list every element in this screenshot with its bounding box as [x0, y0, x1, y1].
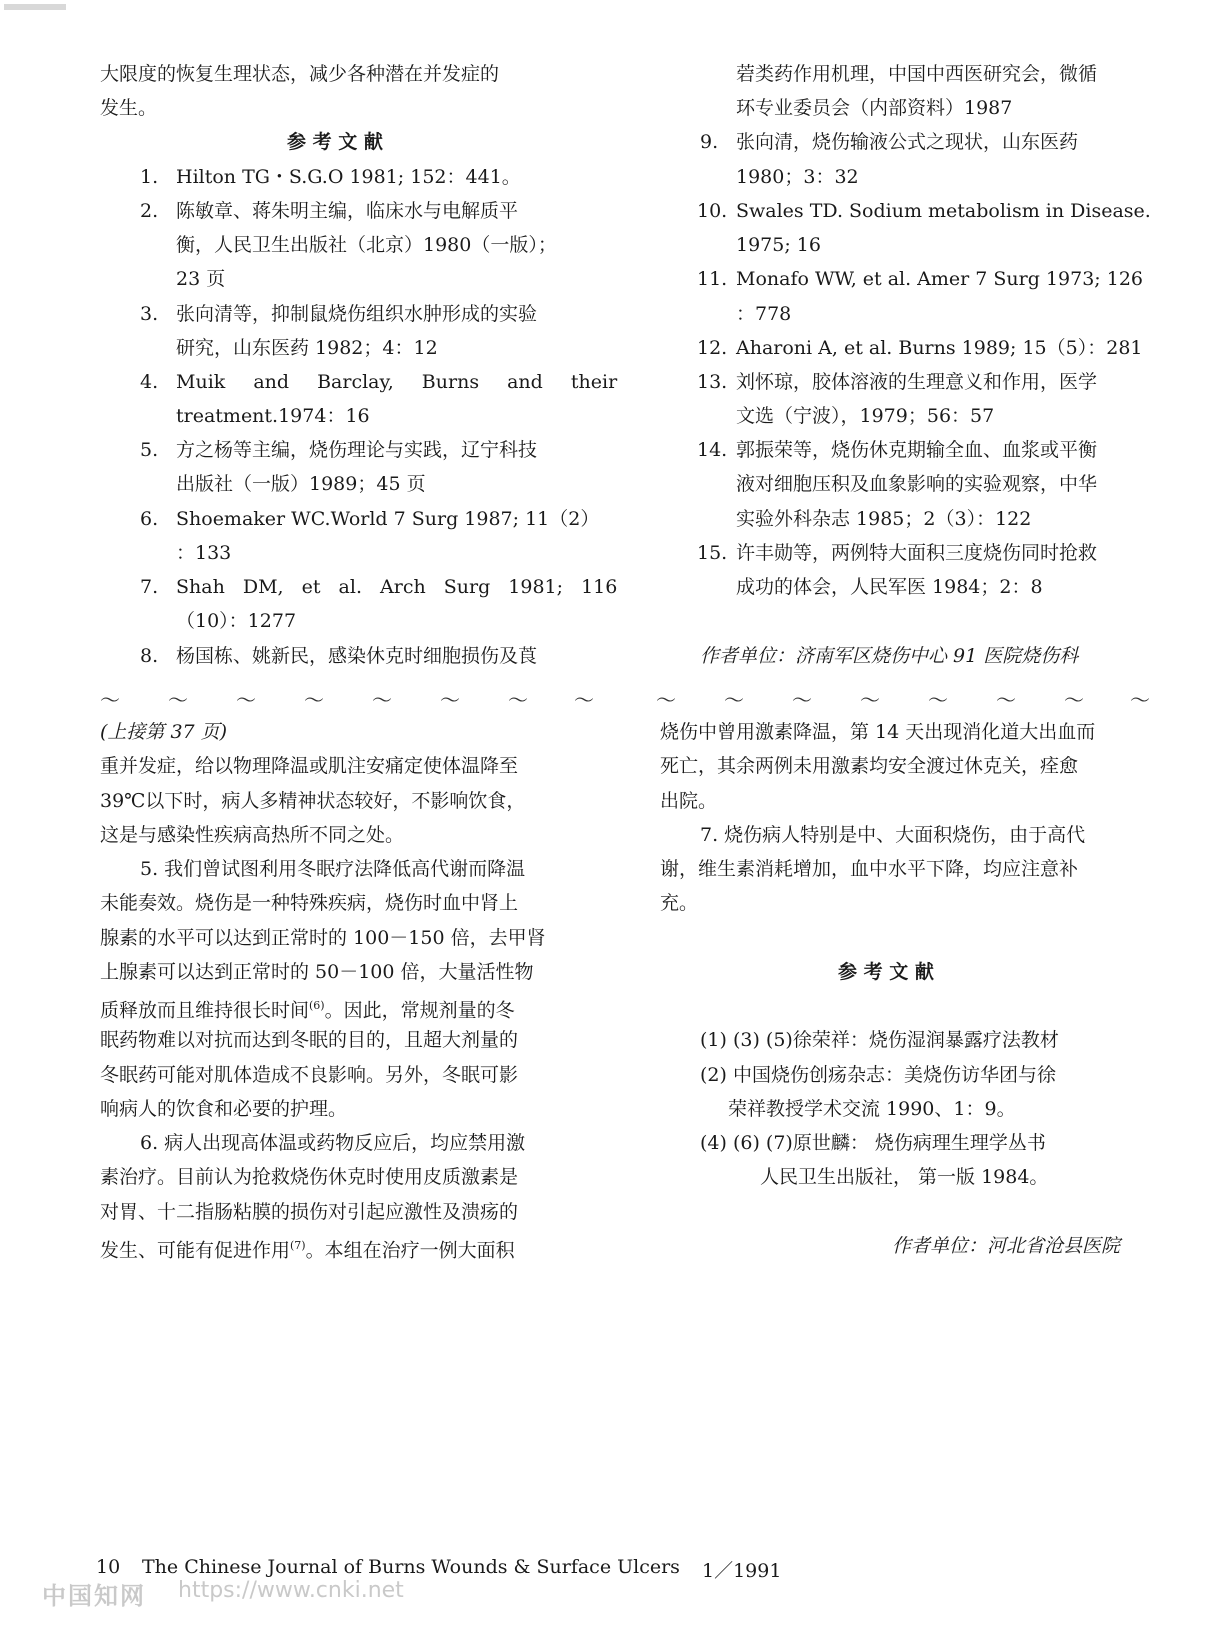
body-line: 腺素的水平可以达到正常时的 100－150 倍，去甲肾 [100, 927, 546, 949]
body-line: 重并发症，给以物理降温或肌注安痛定使体温降至 [100, 755, 519, 777]
ref-number: 6. [140, 508, 159, 530]
tilde: ～ [656, 688, 676, 712]
ref-line: 张向清等，抑制鼠烧伤组织水肿形成的实验 [176, 303, 538, 325]
ref-line: 杨国栋、姚新民，感染休克时细胞损伤及莨 [176, 645, 538, 667]
citation-superscript: (7) [290, 1239, 306, 1252]
body-line: 39℃以下时，病人多精神状态较好，不影响饮食， [100, 790, 526, 812]
author-affiliation: 作者单位：济南军区烧伤中心 91 医院烧伤科 [700, 645, 1079, 667]
tilde: ～ [792, 688, 812, 712]
body-text: 发生、可能有促进作用 [100, 1239, 291, 1262]
tilde: ～ [724, 688, 744, 712]
ref-line: 液对细胞压积及血象影响的实验观察，中华 [736, 473, 1098, 495]
page-number: 10 [96, 1556, 121, 1578]
ref-line: 研究，山东医药 1982；4：12 [176, 337, 438, 359]
body-text: 质释放而且维持很长时间 [100, 999, 310, 1022]
body-line: 出院。 [660, 790, 718, 812]
tilde: ～ [236, 688, 256, 712]
ref-number: 9. [700, 131, 719, 153]
ref-number: 11. [697, 268, 728, 290]
ref-line: 出版社（一版）1989；45 页 [176, 473, 426, 495]
ref-number: 5. [140, 439, 159, 461]
intro-line: 大限度的恢复生理状态，减少各种潜在并发症的 [100, 63, 500, 85]
ref-line: ：133 [176, 542, 232, 564]
body-line: 眠药物难以对抗而达到冬眠的目的，且超大剂量的 [100, 1029, 519, 1051]
ref-line: 衡，人民卫生出版社（北京）1980（一版）； [176, 234, 557, 256]
ref-number: 2. [140, 200, 159, 222]
ref-number: 14. [697, 439, 728, 461]
body-line: 上腺素可以达到正常时的 50－100 倍，大量活性物 [100, 961, 534, 983]
ref-number: 12. [697, 337, 728, 359]
ref-number: 4. [140, 371, 159, 393]
ref-line: 1980；3：32 [736, 166, 859, 188]
body-line: 烧伤中曾用激素降温，第 14 天出现消化道大出血而 [660, 721, 1096, 743]
tilde: ～ [860, 688, 880, 712]
journal-issue: 1／1991 [702, 1560, 782, 1582]
ref-line: 菪类药作用机理，中国中西医研究会，微循 [736, 63, 1098, 85]
author-affiliation: 作者单位：河北省沧县医院 [892, 1235, 1121, 1257]
ref-line: 陈敏章、蒋朱明主编，临床水与电解质平 [176, 200, 519, 222]
body-line: 充。 [660, 892, 699, 914]
tilde: ～ [372, 688, 392, 712]
ref-line: 环专业委员会（内部资料）1987 [736, 97, 1013, 119]
body-line: 这是与感染性疾病高热所不同之处。 [100, 824, 405, 846]
ref-line: 文选（宁波），1979；56：57 [736, 405, 995, 427]
cnki-watermark-url[interactable]: https://www.cnki.net [178, 1578, 404, 1603]
ref-line: 郭振荣等，烧伤休克期输全血、血浆或平衡 [736, 439, 1098, 461]
ref-line: Hilton TG・S.G.O 1981; 152：441。 [176, 166, 521, 188]
tilde: ～ [928, 688, 948, 712]
body-line [100, 1234, 515, 1262]
ref-line: 刘怀琼，胶体溶液的生理意义和作用，医学 [736, 371, 1098, 393]
body-line: 素治疗。目前认为抢救烧伤休克时使用皮质激素是 [100, 1166, 519, 1188]
ref-number: 13. [697, 371, 728, 393]
ref-line: 成功的体会，人民军医 1984；2：8 [736, 576, 1043, 598]
references-heading: 参 考 文 献 [838, 961, 934, 983]
tilde: ～ [574, 688, 594, 712]
tilde: ～ [168, 688, 188, 712]
ref-line: Monafo WW, et al. Amer 7 Surg 1973; 126 [736, 268, 1144, 290]
ref-line: (1) (3) (5)徐荣祥：烧伤湿润暴露疗法教材 [700, 1029, 1059, 1051]
ref-line: 荣祥教授学术交流 1990、1：9。 [728, 1098, 1016, 1120]
tilde: ～ [304, 688, 324, 712]
ref-number: 1. [140, 166, 159, 188]
ref-line: 许丰勋等，两例特大面积三度烧伤同时抢救 [736, 542, 1098, 564]
tilde: ～ [1130, 688, 1150, 712]
body-text: 。因此，常规剂量的冬 [324, 999, 515, 1022]
body-line: 对胃、十二指肠粘膜的损伤对引起应激性及溃疡的 [100, 1201, 519, 1223]
continued-note: (上接第 37 页) [100, 721, 228, 743]
tilde: ～ [100, 688, 120, 712]
journal-name: The Chinese Journal of Burns Wounds & Surface Ulcers [142, 1556, 680, 1578]
ref-line: 1975; 16 [736, 234, 821, 256]
ref-number: 15. [697, 542, 728, 564]
ref-line: Shah DM, et al. Arch Surg 1981; 116 [176, 576, 618, 598]
tilde: ～ [1064, 688, 1084, 712]
body-text: 。本组在治疗一例大面积 [305, 1239, 515, 1262]
body-line [100, 994, 515, 1022]
ref-line: Swales TD. Sodium metabolism in Disease. [736, 200, 1151, 222]
ref-number: 8. [140, 645, 159, 667]
ref-line: Shoemaker WC.World 7 Surg 1987; 11（2） [176, 508, 600, 530]
ref-number: 7. [140, 576, 159, 598]
ref-line: (2) 中国烧伤创疡杂志：美烧伤访华团与徐 [700, 1064, 1056, 1086]
cnki-watermark-brand: 中国知网 [42, 1582, 146, 1610]
body-line: 响病人的饮食和必要的护理。 [100, 1098, 348, 1120]
ref-line: 张向清，烧伤输液公式之现状，山东医药 [736, 131, 1079, 153]
ref-line: treatment.1974：16 [176, 405, 370, 427]
ref-line: Muik and Barclay, Burns and their [176, 371, 618, 393]
references-heading: 参 考 文 献 [287, 131, 383, 153]
tilde: ～ [508, 688, 528, 712]
ref-number: 10. [697, 200, 728, 222]
ref-line: 方之杨等主编，烧伤理论与实践，辽宁科技 [176, 439, 538, 461]
body-line: 6. 病人出现高体温或药物反应后，均应禁用激 [140, 1132, 526, 1154]
ref-line: 实验外科杂志 1985；2（3）：122 [736, 508, 1032, 530]
body-line: 5. 我们曾试图利用冬眠疗法降低高代谢而降温 [140, 858, 526, 880]
body-line: 7. 烧伤病人特别是中、大面积烧伤，由于高代 [700, 824, 1086, 846]
ref-line: Aharoni A, et al. Burns 1989; 15（5）：281 [736, 337, 1143, 359]
body-line: 死亡，其余两例未用激素均安全渡过休克关，痊愈 [660, 755, 1079, 777]
ref-line: ：778 [736, 303, 792, 325]
tilde: ～ [440, 688, 460, 712]
corner-mark [4, 4, 66, 10]
ref-number: 3. [140, 303, 159, 325]
ref-line: （10）：1277 [176, 610, 297, 632]
body-line: 未能奏效。烧伤是一种特殊疾病，烧伤时血中肾上 [100, 892, 519, 914]
ref-line: 23 页 [176, 268, 226, 290]
citation-superscript: (6) [309, 999, 325, 1012]
intro-line: 发生。 [100, 97, 158, 119]
ref-line: (4) (6) (7)原世麟： 烧伤病理生理学丛书 [700, 1132, 1046, 1154]
body-line: 谢，维生素消耗增加，血中水平下降，均应注意补 [660, 858, 1079, 880]
body-line: 冬眠药可能对肌体造成不良影响。另外，冬眠可影 [100, 1064, 519, 1086]
ref-line: 人民卫生出版社， 第一版 1984。 [760, 1166, 1049, 1188]
tilde: ～ [996, 688, 1016, 712]
